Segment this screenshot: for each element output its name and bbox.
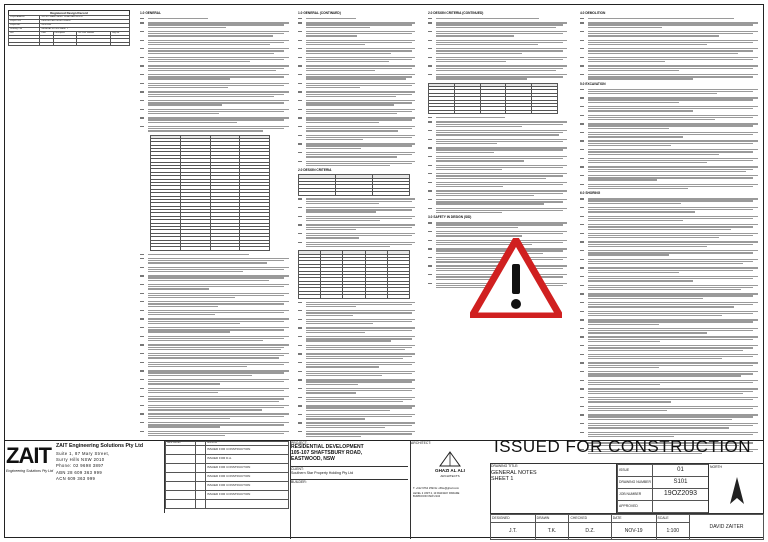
note-paragraph: [140, 253, 290, 256]
revision-cell: [166, 481, 196, 490]
title-block: [4, 437, 764, 538]
logo-text: ZAIT: [6, 443, 51, 468]
note-paragraph: [140, 343, 290, 350]
note-paragraph: [140, 17, 290, 20]
note-paragraph: [298, 99, 416, 106]
revision-cell: [166, 490, 196, 499]
note-paragraph: [298, 134, 416, 141]
issued-stamp: ISSUED FOR CONSTRUCTION: [494, 437, 752, 456]
note-paragraph: [580, 387, 760, 394]
note-paragraph: [298, 361, 416, 368]
note-paragraph: [580, 140, 760, 147]
revision-cell: [166, 454, 196, 463]
note-paragraph: [140, 108, 290, 115]
note-paragraph: [298, 108, 416, 115]
drawing-title-block: [490, 463, 616, 513]
north-block: [708, 463, 764, 513]
drawn-value: T.K.: [535, 523, 569, 540]
note-paragraph: [298, 241, 416, 248]
record-label: Project No.: [9, 23, 40, 27]
col-header: Rev: [9, 31, 40, 35]
note-paragraph: [140, 274, 290, 281]
note-paragraph: [428, 30, 568, 37]
client-name: Southern Star Property Holding Pty Ltd: [291, 471, 354, 476]
note-paragraph: [428, 73, 568, 80]
note-paragraph: [140, 292, 290, 299]
note-paragraph: [140, 82, 290, 89]
warning-triangle-icon: [470, 238, 562, 318]
revision-cell: [166, 445, 196, 454]
note-paragraph: [580, 284, 760, 291]
record-value: GENERAL NOTES SHEET 1: [40, 27, 130, 31]
note-paragraph: [580, 310, 760, 317]
note-paragraph: [298, 21, 416, 28]
note-paragraph: [580, 47, 760, 54]
scale-label: SCALE: [656, 515, 689, 523]
project-block: [290, 441, 408, 539]
note-paragraph: [580, 65, 760, 72]
record-value: RESIDENTIAL DEVELOPMENT: [40, 19, 130, 23]
note-paragraph: [580, 88, 760, 95]
architect-address-line: BURWOOD NSW 2134: [413, 495, 441, 499]
architect-subtitle: ARCHITECTS: [440, 474, 460, 478]
col-header: Reg No.: [111, 31, 130, 35]
date-label: DATE: [611, 515, 656, 523]
company-details: [56, 443, 164, 482]
revision-cell: [196, 490, 206, 499]
approved-label: APPROVED: [618, 501, 653, 513]
north-arrow-icon: [727, 476, 747, 506]
note-paragraph: [580, 215, 760, 222]
issue-label: ISSUE: [618, 465, 653, 477]
revision-row: [166, 463, 289, 472]
note-paragraph: [140, 99, 290, 106]
revision-cell: ISSUED FOR CONSTRUCTION: [206, 445, 289, 454]
record-table: [8, 15, 130, 46]
signoff-row: [490, 513, 764, 539]
project-line: RESIDENTIAL DEVELOPMENT: [291, 444, 364, 450]
note-paragraph: [298, 151, 416, 158]
section-heading: 3.0 SAFETY IN DESIGN (SID): [428, 215, 472, 220]
note-paragraph: [140, 39, 290, 46]
note-paragraph: [580, 114, 760, 121]
architect-block: [410, 441, 488, 539]
notes-column-2: [298, 10, 416, 439]
note-paragraph: [580, 379, 760, 386]
note-paragraph: [298, 160, 416, 167]
note-paragraph: [140, 90, 290, 97]
note-paragraph: [580, 258, 760, 265]
note-paragraph: [428, 198, 568, 205]
note-paragraph: [140, 326, 290, 333]
drawing-number-table: [617, 464, 709, 513]
note-paragraph: [298, 90, 416, 97]
note-paragraph: [580, 353, 760, 360]
note-paragraph: [580, 166, 760, 173]
note-paragraph: [580, 396, 760, 403]
note-paragraph: [298, 301, 416, 308]
note-paragraph: [298, 215, 416, 222]
note-paragraph: [580, 197, 760, 204]
note-paragraph: [428, 120, 568, 127]
record-label: Project Address: [9, 16, 40, 20]
note-paragraph: [580, 39, 760, 46]
note-paragraph: [580, 183, 760, 190]
note-paragraph: [580, 30, 760, 37]
note-paragraph: [298, 335, 416, 342]
revision-block: [164, 441, 288, 513]
revision-cell: [196, 454, 206, 463]
note-paragraph: [580, 249, 760, 256]
designed-label: DESIGNED: [491, 515, 536, 523]
revision-cell: ISSUED FOR CONSTRUCTION: [206, 472, 289, 481]
note-paragraph: [140, 378, 290, 385]
note-paragraph: [580, 344, 760, 351]
revision-cell: [196, 481, 206, 490]
revision-cell: [166, 472, 196, 481]
note-paragraph: [428, 39, 568, 46]
note-paragraph: [428, 207, 568, 214]
revision-row: [166, 472, 289, 481]
note-paragraph: [580, 336, 760, 343]
note-paragraph: [580, 56, 760, 63]
revision-row: [166, 445, 289, 454]
checked-label: CHECKED: [569, 515, 611, 523]
criteria-table: [428, 83, 558, 115]
date-issued-header: DATE ISSUED: [166, 442, 196, 446]
note-paragraph: [298, 116, 416, 123]
note-paragraph: [140, 116, 290, 123]
col-header: Description: [53, 31, 77, 35]
note-paragraph: [298, 352, 416, 359]
note-paragraph: [428, 116, 568, 119]
note-paragraph: [298, 223, 416, 230]
note-paragraph: [298, 65, 416, 72]
revision-cell: ISSUED FOR D.A.: [206, 454, 289, 463]
note-paragraph: [428, 190, 568, 197]
company-line: Phone: 02 9698 3897: [56, 463, 104, 469]
note-paragraph: [580, 96, 760, 103]
note-paragraph: [140, 335, 290, 342]
note-paragraph: [580, 362, 760, 369]
revision-cell: [196, 445, 206, 454]
note-paragraph: [140, 56, 290, 63]
note-paragraph: [140, 430, 290, 437]
revision-cell: [166, 463, 196, 472]
note-paragraph: [298, 73, 416, 80]
note-paragraph: [298, 327, 416, 334]
note-paragraph: [580, 232, 760, 239]
note-paragraph: [140, 73, 290, 80]
notes-column-4: [580, 10, 760, 457]
note-paragraph: [298, 142, 416, 149]
note-paragraph: [140, 266, 290, 273]
note-paragraph: [298, 318, 416, 325]
note-paragraph: [428, 65, 568, 72]
project-line: 105-107 SHAFTSBURY ROAD,: [291, 449, 363, 456]
note-paragraph: [140, 30, 290, 37]
note-paragraph: [428, 17, 568, 20]
note-paragraph: [140, 125, 290, 132]
note-paragraph: [140, 361, 290, 368]
revision-row: [166, 490, 289, 499]
note-paragraph: [580, 122, 760, 129]
note-paragraph: [298, 125, 416, 132]
logo-subtitle: Engineering Solutions Pty Ltd: [6, 469, 54, 473]
section-heading: 2.0 DESIGN CRITERIA: [298, 168, 332, 173]
note-paragraph: [428, 181, 568, 188]
note-paragraph: [428, 221, 568, 228]
note-paragraph: [580, 148, 760, 155]
note-paragraph: [140, 395, 290, 402]
note-paragraph: [580, 413, 760, 420]
architect-name: GHAZI AL ALI: [435, 468, 465, 473]
note-paragraph: [428, 129, 568, 136]
note-paragraph: [580, 266, 760, 273]
note-paragraph: [140, 309, 290, 316]
builder-label: BUILDER:: [291, 479, 408, 484]
note-paragraph: [428, 155, 568, 162]
record-value: 105-107 SHAFTSBURY ROAD EASTWOOD: [40, 16, 130, 20]
note-paragraph: [298, 82, 416, 89]
project-label: PROJECT:: [291, 441, 308, 445]
note-paragraph: [140, 369, 290, 376]
project-line: EASTWOOD, NSW: [291, 455, 335, 462]
note-paragraph: [298, 378, 416, 385]
note-paragraph: [580, 422, 760, 429]
col-header: BP DNR Number: [77, 31, 111, 35]
note-paragraph: [298, 47, 416, 54]
drawn-label: DRAWN: [535, 515, 569, 523]
scale-value: 1:100: [656, 523, 689, 540]
note-paragraph: [298, 17, 416, 20]
job-number-value: 19OZ2093: [652, 489, 708, 501]
revision-cell: [196, 472, 206, 481]
revision-table: [165, 441, 289, 509]
col-header: Date: [40, 31, 53, 35]
zait-logo: [6, 443, 54, 503]
note-paragraph: [140, 47, 290, 54]
company-line: Suite 1, 87 Mary Street,: [56, 451, 110, 456]
note-paragraph: [140, 404, 290, 411]
note-paragraph: [428, 56, 568, 63]
drawing-title-line: SHEET 1: [491, 476, 514, 483]
drawing-number-label: DRAWING NUMBER: [618, 477, 653, 489]
note-paragraph: [428, 164, 568, 171]
note-paragraph: [298, 39, 416, 46]
note-paragraph: [298, 309, 416, 316]
section-heading: 1.0 GENERAL (CONTINUED): [298, 11, 341, 15]
section-heading: 6.0 SHORING: [580, 191, 601, 196]
job-number-label: JOB NUMBER: [618, 489, 653, 501]
note-paragraph: [580, 405, 760, 412]
note-paragraph: [580, 17, 760, 20]
note-paragraph: [298, 56, 416, 63]
revision-header: REVISION: [206, 442, 289, 446]
note-paragraph: [140, 421, 290, 428]
note-paragraph: [428, 172, 568, 179]
note-paragraph: [140, 413, 290, 420]
architect-address-line: LEVEL 2 UNIT 2, 13 RAILWAY PARADE: [413, 492, 460, 495]
drawing-number-value: S101: [652, 477, 708, 489]
signoff-table: [490, 514, 764, 540]
note-paragraph: [580, 131, 760, 138]
note-paragraph: [298, 198, 416, 205]
note-paragraph: [140, 387, 290, 394]
note-paragraph: [298, 30, 416, 37]
client-label: CLIENT:: [291, 466, 408, 471]
architect-logo-icon: [439, 451, 461, 467]
note-paragraph: [298, 370, 416, 377]
note-paragraph: [580, 327, 760, 334]
note-paragraph: [140, 283, 290, 290]
revision-row: [166, 481, 289, 490]
note-paragraph: [580, 292, 760, 299]
note-paragraph: [298, 396, 416, 403]
drawing-title-label: DRAWING TITLE:: [491, 464, 519, 468]
note-paragraph: [298, 430, 416, 437]
note-paragraph: [140, 257, 290, 264]
note-paragraph: [580, 157, 760, 164]
note-paragraph: [298, 404, 416, 411]
note-paragraph: [580, 318, 760, 325]
revision-cell: ISSUED FOR CONSTRUCTION: [206, 481, 289, 490]
drawing-title-line: GENERAL NOTES: [491, 470, 537, 476]
note-paragraph: [580, 301, 760, 308]
note-paragraph: [298, 422, 416, 429]
designed-value: J.T.: [491, 523, 536, 540]
note-paragraph: [428, 47, 568, 54]
abbreviations-table: [150, 135, 270, 251]
note-paragraph: [428, 146, 568, 153]
note-paragraph: [580, 370, 760, 377]
record-label: Project Title: [9, 19, 40, 23]
note-paragraph: [140, 352, 290, 359]
note-paragraph: [298, 387, 416, 394]
note-paragraph: [580, 206, 760, 213]
revision-cell: ISSUED FOR CONSTRUCTION: [206, 490, 289, 499]
note-paragraph: [298, 413, 416, 420]
issue-value: 01: [652, 465, 708, 477]
note-paragraph: [580, 21, 760, 28]
note-paragraph: [580, 105, 760, 112]
revision-cell: ISSUED FOR CONSTRUCTION: [206, 463, 289, 472]
note-paragraph: [580, 241, 760, 248]
note-paragraph: [428, 230, 568, 237]
architect-label: ARCHITECT:: [411, 441, 431, 445]
approver-name: DAVID ZAITER: [690, 515, 764, 540]
company-line: ABN 28 609 363 999: [56, 469, 103, 475]
note-paragraph: [580, 223, 760, 230]
notes-column-1: [140, 10, 290, 439]
section-heading: 5.0 EXCAVATION: [580, 81, 606, 86]
note-paragraph: [298, 232, 416, 239]
checked-value: D.Z.: [569, 523, 611, 540]
record-label: Drawing Title: [9, 27, 40, 31]
date-value: NOV-19: [611, 523, 656, 540]
record-value: 19OZ2093: [40, 23, 130, 27]
company-name: ZAIT Engineering Solutions Pty Ltd: [56, 443, 144, 449]
note-paragraph: [140, 21, 290, 28]
note-paragraph: [580, 174, 760, 181]
note-paragraph: [580, 275, 760, 282]
note-paragraph: [298, 344, 416, 351]
north-label: NORTH: [710, 465, 722, 469]
note-paragraph: [580, 73, 760, 80]
note-paragraph: [298, 206, 416, 213]
note-paragraph: [428, 138, 568, 145]
revision-cell: [196, 463, 206, 472]
revision-row: [166, 454, 289, 463]
note-paragraph: [140, 65, 290, 72]
registered-design-record: [8, 10, 130, 46]
company-line: ACN 609 363 999: [56, 475, 96, 481]
section-heading: 1.0 GENERAL: [140, 11, 161, 15]
company-line: Surry Hills NSW 2010: [56, 457, 105, 463]
note-paragraph: [428, 21, 568, 28]
section-heading: 2.0 DESIGN CRITERIA (CONTINUED): [428, 11, 484, 15]
design-criteria-table: [298, 174, 410, 195]
record-title: Registered Design Record: [8, 10, 130, 15]
section-heading: 4.0 DEMOLITION: [580, 11, 606, 15]
drawing-number-block: [616, 463, 708, 513]
note-paragraph: [140, 300, 290, 307]
note-paragraph: [140, 318, 290, 325]
live-load-table: [298, 250, 410, 298]
architect-contact: T: +612 9764 1593 E: office@ghazi.com: [413, 487, 460, 490]
